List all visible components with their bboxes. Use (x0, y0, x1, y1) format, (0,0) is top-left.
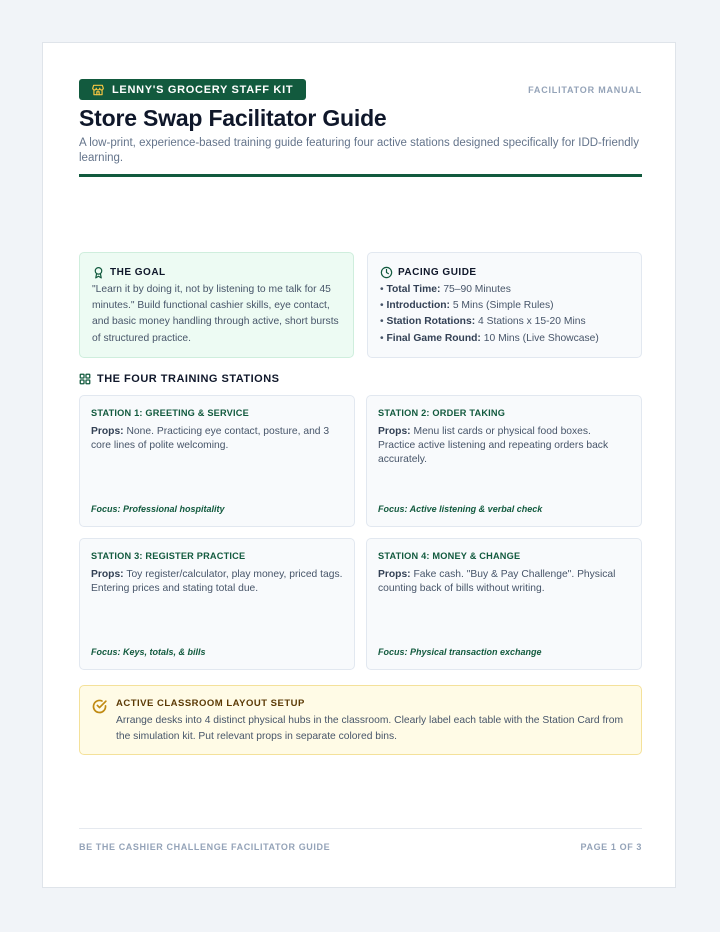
station-props-text: Toy register/calculator, play money, priced tags. Entering prices and stating total due. (91, 569, 343, 595)
page-subtitle: A low-print, experience-based training guide featuring four active stations designed specifically for IDD-friendly learning. (79, 137, 639, 164)
check-circle-icon (91, 698, 108, 715)
goal-heading: THE GOAL (110, 266, 166, 278)
pacing-heading-row (380, 265, 629, 279)
pacing-item: • Station Rotations: 4 Stations x 15-20 Mins (380, 316, 586, 328)
pacing-item: • Final Game Round: 10 Mins (Live Showcase) (380, 332, 599, 344)
props-label: Props: (378, 426, 411, 437)
pacing-list (380, 282, 629, 347)
page-title: Store Swap Facilitator Guide (79, 105, 387, 131)
station-focus: Focus: Physical transaction exchange (378, 647, 542, 657)
layout-setup-text: Arrange desks into 4 distinct physical hubs in the classroom. Clearly label each table with the Station Card from the simulation kit. Put relevant props in separate colored bins. (116, 715, 624, 742)
stations-section-heading-row (79, 373, 279, 385)
station-props (91, 568, 343, 596)
layout-setup-box (79, 685, 642, 755)
pacing-heading: PACING GUIDE (398, 266, 477, 278)
goal-box (79, 252, 354, 358)
layout-setup-heading: ACTIVE CLASSROOM LAYOUT SETUP (116, 698, 305, 709)
station-card-2 (366, 395, 642, 527)
station-card-1 (79, 395, 355, 527)
props-label: Props: (378, 569, 411, 580)
station-card-3 (79, 538, 355, 670)
station-title: STATION 2: ORDER TAKING (378, 408, 506, 418)
manual-label: FACILITATOR MANUAL (528, 85, 642, 95)
pacing-item-value: 4 Stations x 15-20 Mins (478, 316, 586, 328)
pacing-item-label: Total Time: (386, 284, 441, 295)
pacing-item-label: Station Rotations: (386, 316, 476, 328)
station-props (91, 425, 343, 453)
pacing-box (367, 252, 642, 358)
station-focus: Focus: Professional hospitality (91, 504, 225, 514)
brand-badge (79, 79, 306, 100)
page-number: PAGE 1 OF 3 (580, 842, 642, 852)
station-props (378, 568, 630, 596)
pacing-item: • Introduction: 5 Mins (Simple Rules) (380, 300, 554, 312)
station-props-text: Fake cash. "Buy & Pay Challenge". Physical counting back of bills without writing. (378, 569, 616, 595)
pacing-item-label: Final Game Round: (386, 332, 481, 344)
goal-heading-row (92, 265, 341, 279)
footer-title: BE THE CASHIER CHALLENGE FACILITATOR GUIDE (79, 842, 331, 852)
station-props-text: None. Practicing eye contact, posture, and 3 core lines of polite welcoming. (91, 426, 330, 452)
title-divider (79, 174, 642, 177)
header-row (79, 79, 642, 101)
station-props-text: Menu list cards or physical food boxes. Practice active listening and repeating orders back accurately. (378, 426, 609, 466)
footer-divider (79, 828, 642, 829)
goal-text: "Learn it by doing it, not by listening to me talk for 45 minutes." Build functional cashier skills, eye contact, and basic money handling through active, short bursts of structured practice. (92, 284, 339, 344)
grid-icon (79, 373, 91, 385)
station-title: STATION 1: GREETING & SERVICE (91, 408, 249, 418)
pacing-item-value: 75–90 Minutes (443, 284, 511, 295)
stations-section-heading: THE FOUR TRAINING STATIONS (97, 373, 280, 385)
station-props (378, 425, 630, 468)
storefront-icon (91, 83, 105, 97)
pacing-item: • Total Time: 75–90 Minutes (380, 284, 511, 295)
document-page (42, 42, 676, 888)
station-card-4 (366, 538, 642, 670)
station-title: STATION 3: REGISTER PRACTICE (91, 551, 246, 561)
clock-icon (380, 266, 393, 279)
award-ribbon-icon (92, 266, 105, 279)
brand-label: LENNY'S GROCERY STAFF KIT (112, 83, 294, 96)
props-label: Props: (91, 569, 124, 580)
station-focus: Focus: Active listening & verbal check (378, 504, 543, 514)
props-label: Props: (91, 426, 124, 437)
station-focus: Focus: Keys, totals, & bills (91, 647, 206, 657)
pacing-item-label: Introduction: (386, 300, 450, 312)
pacing-item-value: 10 Mins (Live Showcase) (483, 332, 599, 344)
pacing-item-value: 5 Mins (Simple Rules) (452, 300, 554, 312)
station-title: STATION 4: MONEY & CHANGE (378, 551, 521, 561)
